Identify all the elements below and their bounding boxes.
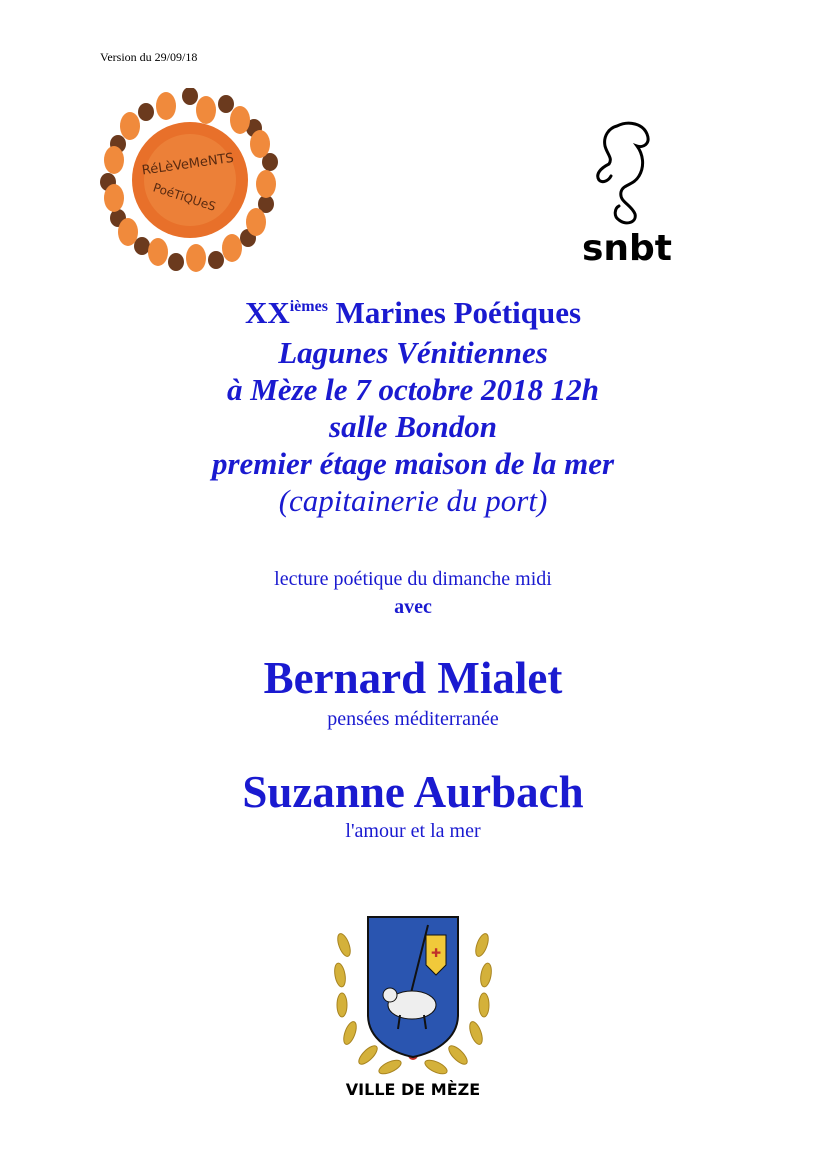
poet-work: pensées méditerranée [327,708,499,730]
logo-text-bottom: PoéTiQUeS [151,180,218,214]
title-sup: ièmes [289,298,328,315]
ville-de-meze-crest [328,905,498,1105]
event-floor: premier étage maison de la mer [211,446,615,481]
event-details [0,334,826,519]
poet-work: l'amour et la mer [345,820,481,842]
reading-intro [0,565,826,621]
version-label: Version du 29/09/18 [100,50,198,64]
title-prefix: XX [244,295,290,330]
snbt-text: snbt [581,228,673,268]
reading-with: avec [394,596,432,618]
title-rest: Marines Poétiques [327,295,582,330]
event-venue: salle Bondon [329,409,497,444]
event-location-note: (capitainerie du port) [278,483,548,518]
logo-text-top: RéLèVeMeNTS [141,150,235,179]
event-title [0,293,826,333]
seahorse-icon [598,123,648,223]
svg-text:✚: ✚ [430,946,442,960]
snbt-logo [565,118,690,268]
reading-intro-text: lecture poétique du dimanche midi [274,568,552,590]
poet-name: Suzanne Aurbach [242,767,584,817]
event-subtitle: Lagunes Vénitiennes [278,335,548,370]
releves-poetiques-logo [100,88,280,273]
crest-text: VILLE DE MÈZE [345,1080,481,1099]
event-datetime: à Mèze le 7 octobre 2018 12h [227,372,599,407]
poet-name: Bernard Mialet [263,653,563,703]
